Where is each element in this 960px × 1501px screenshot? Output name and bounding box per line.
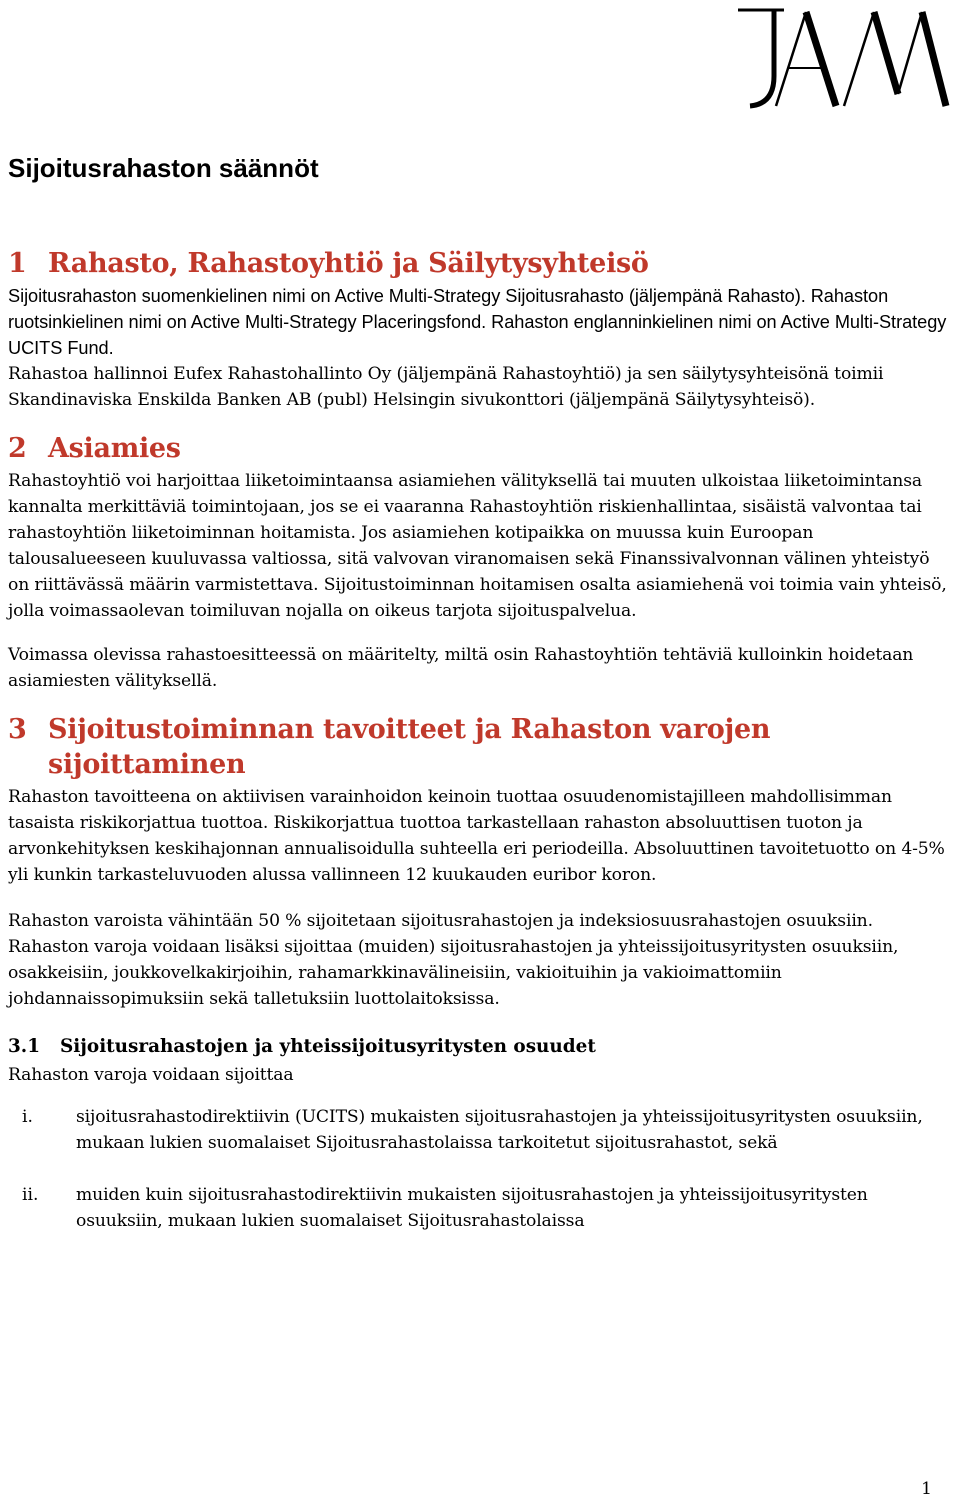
section-title: Asiamies xyxy=(48,433,181,464)
document-body xyxy=(8,246,948,1234)
paragraph: Sijoitusrahaston suomenkielinen nimi on Active Multi-Strategy Sijoitusrahasto (jäljempänä Rahasto). Rahaston ruotsinkielinen nimi on Active Multi-Strategy Placeringsfond. Rahaston englanninkielinen nimi on Active Multi-Strategy UCITS Fund. xyxy=(8,286,947,358)
subsection-heading xyxy=(8,1034,948,1060)
document-title: Sijoitusrahaston säännöt xyxy=(8,153,319,183)
section-number: 1 xyxy=(8,248,27,279)
section-title: Sijoitustoiminnan tavoitteet ja Rahaston varojen sijoittaminen xyxy=(48,714,771,780)
list-marker: ii. xyxy=(22,1185,39,1205)
paragraph: Rahastoa hallinnoi Eufex Rahastohallinto Oy (jäljempänä Rahastoyhtiö) ja sen säilytysyhteisönä toimii Skandinaviska Enskilda Banken AB (publ) Helsingin sivukonttori (jäljempänä Säilytysyhteisö). xyxy=(8,364,884,410)
paragraph: Rahaston tavoitteena on aktiivisen varainhoidon keinoin tuottaa osuudenomistajilleen mahdollisimman tasaista riskikorjattua tuottoa. Riskikorjattua tuottoa tarkastellaan rahaston absoluuttisen tuoton ja arvonkehityksen keskihajonnan annualisoidulla suhteella eri periodeilla. Absoluuttinen tavoitetuotto on 4-5% yli kunkin tarkasteluvuoden alussa vallinneen 12 kuukauden euribor koron. xyxy=(8,787,945,885)
subsection-number: 3.1 xyxy=(8,1036,40,1057)
paragraph: Rahaston varoista vähintään 50 % sijoitetaan sijoitusrahastojen ja indeksiosuusrahastojen osuuksiin. Rahaston varoja voidaan lisäksi sijoittaa (muiden) sijoitusrahastojen ja yhteissijoitusyritysten osuuksiin, osakkeisiin, joukkovelkakirjoihin, rahamarkkinavälineisiin, vakioituihin ja vakioimattomiin johdannaissopimuksiin sekä talletuksiin luottolaitoksissa. xyxy=(8,911,899,1009)
paragraph: Voimassa olevissa rahastoesitteessä on määritelty, miltä osin Rahastoyhtiön tehtäviä kulloinkin hoidetaan asiamiesten välityksellä. xyxy=(8,645,914,691)
section-number: 3 xyxy=(8,714,27,745)
section-heading xyxy=(8,712,948,782)
section-title: Rahasto, Rahastoyhtiö ja Säilytysyhteisö xyxy=(48,248,649,279)
list-marker: i. xyxy=(22,1107,33,1127)
section-heading xyxy=(8,431,948,466)
section-heading xyxy=(8,246,948,281)
paragraph: Rahaston varoja voidaan sijoittaa xyxy=(8,1065,294,1085)
list-item xyxy=(8,1104,948,1156)
list-item-text: muiden kuin sijoitusrahastodirektiivin mukaisten sijoitusrahastojen ja yhteissijoitusyritysten osuuksiin, mukaan lukien suomalaiset Sijoitusrahastolaissa xyxy=(76,1185,868,1231)
subsection-title: Sijoitusrahastojen ja yhteissijoitusyritysten osuudet xyxy=(60,1036,596,1057)
list-item-text: sijoitusrahastodirektiivin (UCITS) mukaisten sijoitusrahastojen ja yhteissijoitusyritysten osuuksiin, mukaan lukien suomalaiset Sijoitusrahastolaissa tarkoitetut sijoitusrahastot, sekä xyxy=(76,1107,923,1153)
section-number: 2 xyxy=(8,433,27,464)
page-number: 1 xyxy=(921,1479,932,1499)
jam-logo xyxy=(736,6,956,112)
list-item xyxy=(8,1182,948,1234)
paragraph: Rahastoyhtiö voi harjoittaa liiketoimintaansa asiamiehen välityksellä tai muuten ulkoistaa liiketoimintansa kannalta merkittäviä toimintojaan, jos se ei vaaranna Rahastoyhtiön riskienhallintaa, sisäistä valvontaa tai rahastoyhtiön liiketoiminnan hoitamista. Jos asiamiehen kotipaikka on muussa kuin Euroopan talousalueeseen kuuluvassa valtiossa, sitä valvovan viranomaisen sekä Finanssivalvonnan välinen yhteistyö on riittävässä määrin varmistettava. Sijoitustoiminnan hoitamisen osalta asiamiehenä voi toimia vain yhteisö, jolla voimassaolevan toimiluvan nojalla on oikeus tarjota sijoituspalvelua. xyxy=(8,471,947,621)
